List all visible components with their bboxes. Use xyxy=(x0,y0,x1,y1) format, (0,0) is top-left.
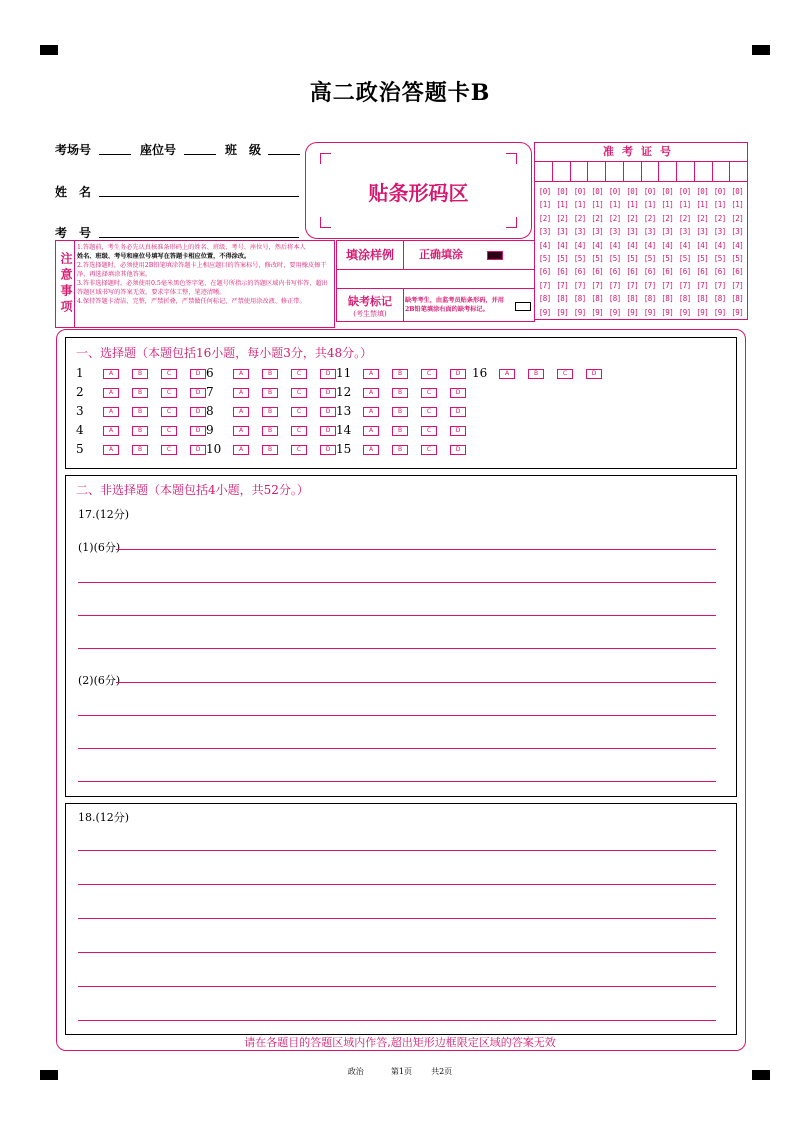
name-field[interactable] xyxy=(99,196,299,197)
option-bubble-d[interactable]: D xyxy=(450,388,466,398)
digit-bubble[interactable]: [2] xyxy=(643,213,656,223)
multiple-choice-section xyxy=(65,337,737,469)
digit-bubble[interactable]: [0] xyxy=(661,187,674,196)
seat-no-field[interactable] xyxy=(184,154,216,155)
digit-bubble[interactable]: [0] xyxy=(626,187,639,196)
digit-bubble[interactable]: [9] xyxy=(573,307,586,317)
digit-bubble[interactable]: [8] xyxy=(678,294,691,304)
registration-mark xyxy=(752,45,770,55)
question-number: 9 xyxy=(206,423,214,437)
option-bubble-c[interactable]: C xyxy=(291,445,307,455)
note-item: 3.答非选择题时，必须使用0.5毫米黑色签字笔，在题号所指示的答题区域内书写作答，超出答题区域书写的答案无效。要求字体工整，笔迹清晰。 xyxy=(77,280,328,296)
answer-line[interactable] xyxy=(116,682,716,683)
page-title: 高二政治答题卡B xyxy=(309,80,491,106)
digit-bubble[interactable]: [0] xyxy=(608,187,621,196)
digit-bubble[interactable]: [8] xyxy=(643,294,656,304)
digit-bubble[interactable]: [0] xyxy=(713,187,726,196)
option-bubble-a[interactable]: A xyxy=(233,388,249,398)
option-bubble-b[interactable]: B xyxy=(392,407,408,417)
question-number: 7 xyxy=(206,385,214,399)
option-bubble-d[interactable]: D xyxy=(320,388,336,398)
digit-bubble[interactable]: [3] xyxy=(713,227,726,237)
option-bubble-a[interactable]: A xyxy=(363,426,379,436)
digit-bubble[interactable]: [7] xyxy=(591,280,604,290)
option-bubble-a[interactable]: A xyxy=(103,426,119,436)
footer-page: 第1页 xyxy=(390,1067,412,1076)
option-bubble-a[interactable]: A xyxy=(363,445,379,455)
write-cell[interactable] xyxy=(659,161,677,181)
option-bubble-a[interactable]: A xyxy=(233,407,249,417)
option-bubble-b[interactable]: B xyxy=(262,445,278,455)
digit-bubble[interactable]: [8] xyxy=(573,294,586,304)
digit-bubble[interactable]: [5] xyxy=(731,253,744,263)
digit-row xyxy=(536,306,746,319)
option-bubble-b[interactable]: B xyxy=(132,388,148,398)
digit-bubble[interactable]: [3] xyxy=(608,227,621,237)
digit-bubble[interactable]: [3] xyxy=(696,227,709,237)
digit-bubble[interactable]: [5] xyxy=(643,253,656,263)
question-number: 3 xyxy=(76,404,84,418)
digit-bubble[interactable]: [2] xyxy=(678,213,691,223)
digit-bubble[interactable]: [0] xyxy=(591,187,604,196)
answer-line[interactable] xyxy=(78,884,716,885)
option-bubble-d[interactable]: D xyxy=(450,369,466,379)
digit-bubble[interactable]: [7] xyxy=(643,280,656,290)
option-bubble-d[interactable]: D xyxy=(190,369,206,379)
digit-bubble[interactable]: [6] xyxy=(626,267,639,277)
option-bubble-c[interactable]: C xyxy=(421,369,437,379)
fill-sample-row xyxy=(337,241,534,270)
digit-bubble[interactable]: [7] xyxy=(713,280,726,290)
question-number: 14 xyxy=(336,423,352,437)
question-number: 12 xyxy=(336,385,352,399)
section-title: 一、选择题（本题包括16小题，每小题3分，共48分。） xyxy=(76,346,373,360)
answer-line[interactable] xyxy=(78,986,716,987)
digit-bubble[interactable]: [9] xyxy=(538,307,551,317)
digit-bubble[interactable]: [9] xyxy=(626,307,639,317)
digit-bubble[interactable]: [5] xyxy=(661,253,674,263)
digit-bubble[interactable]: [7] xyxy=(556,280,569,290)
note-item: 1.答题前，考生务必先认真核准条形码上的姓名、班级、考号、座位号，然后将本人 xyxy=(77,244,306,251)
exam-room-field[interactable] xyxy=(99,154,131,155)
digit-bubble[interactable]: [2] xyxy=(591,213,604,223)
digit-bubble[interactable]: [8] xyxy=(608,294,621,304)
digit-bubble[interactable]: [0] xyxy=(573,187,586,196)
option-bubble-b[interactable]: B xyxy=(528,369,544,379)
digit-row xyxy=(536,225,746,238)
digit-bubble[interactable]: [9] xyxy=(696,307,709,317)
option-bubble-c[interactable]: C xyxy=(557,369,573,379)
option-bubble-a[interactable]: A xyxy=(103,369,119,379)
admission-write-cells xyxy=(535,161,747,182)
digit-bubble[interactable]: [3] xyxy=(556,227,569,237)
option-bubble-b[interactable]: B xyxy=(132,445,148,455)
option-bubble-d[interactable]: D xyxy=(190,426,206,436)
note-item-bold: 姓名、班级、考号和座位号填写在答题卡相应位置，不得涂改。 xyxy=(77,253,251,260)
digit-bubble[interactable]: [1] xyxy=(608,200,621,210)
option-bubble-c[interactable]: C xyxy=(291,369,307,379)
option-bubble-d[interactable]: D xyxy=(320,407,336,417)
id-label: 考 号 xyxy=(55,226,92,240)
digit-bubble[interactable]: [4] xyxy=(696,240,709,250)
digit-row xyxy=(536,212,746,225)
option-bubble-d[interactable]: D xyxy=(320,369,336,379)
digit-bubble[interactable]: [7] xyxy=(678,280,691,290)
write-cell[interactable] xyxy=(642,161,660,181)
barcode-label: 贴条形码区 xyxy=(368,181,469,205)
digit-bubble[interactable]: [1] xyxy=(713,200,726,210)
digit-bubble[interactable]: [5] xyxy=(713,253,726,263)
digit-bubble[interactable]: [1] xyxy=(696,200,709,210)
subquestion-label: (2)(6分) xyxy=(78,674,121,687)
digit-bubble[interactable]: [7] xyxy=(608,280,621,290)
notes-label xyxy=(56,241,75,327)
digit-bubble[interactable]: [1] xyxy=(573,200,586,210)
write-cell[interactable] xyxy=(624,161,642,181)
digit-bubble[interactable]: [6] xyxy=(556,267,569,277)
write-cell[interactable] xyxy=(730,161,747,181)
option-bubble-a[interactable]: A xyxy=(103,388,119,398)
fill-sample-box xyxy=(336,240,535,322)
digit-bubble[interactable]: [7] xyxy=(661,280,674,290)
digit-bubble[interactable]: [5] xyxy=(591,253,604,263)
digit-bubble[interactable]: [9] xyxy=(608,307,621,317)
digit-bubble[interactable]: [8] xyxy=(731,294,744,304)
digit-bubble[interactable]: [3] xyxy=(661,227,674,237)
digit-bubble[interactable]: [0] xyxy=(538,187,551,196)
option-bubble-a[interactable]: A xyxy=(103,445,119,455)
digit-bubble[interactable]: [0] xyxy=(731,187,744,196)
digit-bubble[interactable]: [8] xyxy=(661,294,674,304)
note-item: 4.保持答题卡清洁、完整，严禁折叠，严禁做任何标记，严禁使用涂改液、修正带。 xyxy=(77,298,306,305)
digit-row xyxy=(536,239,746,252)
filled-bubble-example xyxy=(487,251,503,260)
digit-bubble[interactable]: [7] xyxy=(696,280,709,290)
question-label: 18.(12分) xyxy=(78,811,130,824)
digit-bubble[interactable]: [9] xyxy=(643,307,656,317)
option-bubble-d[interactable]: D xyxy=(450,407,466,417)
answer-line[interactable] xyxy=(116,549,716,550)
absent-instructions: 缺考考生，由监考员贴条形码，并用2B铅笔填涂右面的缺考标记。 xyxy=(405,297,504,313)
option-bubble-d[interactable]: D xyxy=(190,445,206,455)
question-number: 15 xyxy=(336,442,352,456)
digit-bubble[interactable]: [1] xyxy=(626,200,639,210)
digit-bubble[interactable]: [4] xyxy=(608,240,621,250)
digit-bubble[interactable]: [1] xyxy=(678,200,691,210)
digit-bubble[interactable]: [6] xyxy=(573,267,586,277)
digit-bubble[interactable]: [7] xyxy=(573,280,586,290)
digit-bubble[interactable]: [4] xyxy=(731,240,744,250)
digit-bubble[interactable]: [3] xyxy=(573,227,586,237)
exam-room-label: 考场号 xyxy=(55,143,92,157)
digit-bubble[interactable]: [3] xyxy=(591,227,604,237)
option-bubble-d[interactable]: D xyxy=(450,445,466,455)
question-number: 2 xyxy=(76,385,84,399)
answer-line[interactable] xyxy=(78,781,716,782)
digit-bubble[interactable]: [9] xyxy=(591,307,604,317)
question-number: 13 xyxy=(336,404,352,418)
answer-line[interactable] xyxy=(78,952,716,953)
q18-section xyxy=(65,803,737,1035)
digit-bubble[interactable]: [4] xyxy=(643,240,656,250)
option-bubble-b[interactable]: B xyxy=(392,445,408,455)
option-bubble-d[interactable]: D xyxy=(190,388,206,398)
digit-bubble[interactable]: [5] xyxy=(556,253,569,263)
option-bubble-a[interactable]: A xyxy=(233,445,249,455)
digit-bubble[interactable]: [0] xyxy=(556,187,569,196)
option-bubble-b[interactable]: B xyxy=(132,426,148,436)
option-bubble-a[interactable]: A xyxy=(233,369,249,379)
option-bubble-b[interactable]: B xyxy=(262,369,278,379)
question-number: 1 xyxy=(76,366,84,380)
option-bubble-a[interactable]: A xyxy=(233,426,249,436)
page-footer xyxy=(0,1066,800,1077)
notes-label-text: 注意事项 xyxy=(59,252,73,316)
digit-bubble[interactable]: [2] xyxy=(731,213,744,223)
digit-bubble[interactable]: [5] xyxy=(608,253,621,263)
option-bubble-c[interactable]: C xyxy=(421,407,437,417)
notes-box xyxy=(55,240,335,328)
barcode-area xyxy=(305,142,532,239)
digit-bubble[interactable]: [1] xyxy=(556,200,569,210)
digit-row xyxy=(536,198,746,211)
correct-fill-label: 正确填涂 xyxy=(419,248,463,261)
subquestion-label: (1)(6分) xyxy=(78,541,121,554)
question-number: 4 xyxy=(76,423,84,437)
digit-bubble[interactable]: [7] xyxy=(731,280,744,290)
digit-bubble[interactable]: [6] xyxy=(591,267,604,277)
option-bubble-d[interactable]: D xyxy=(450,426,466,436)
option-bubble-c[interactable]: C xyxy=(421,388,437,398)
digit-bubble[interactable]: [2] xyxy=(556,213,569,223)
digit-bubble[interactable]: [4] xyxy=(556,240,569,250)
question-number: 11 xyxy=(336,366,352,380)
class-field[interactable] xyxy=(268,154,300,155)
answer-line[interactable] xyxy=(78,615,716,616)
digit-bubble[interactable]: [2] xyxy=(713,213,726,223)
digit-bubble-grid xyxy=(536,185,746,319)
option-bubble-b[interactable]: B xyxy=(262,388,278,398)
digit-bubble[interactable]: [4] xyxy=(678,240,691,250)
option-bubble-c[interactable]: C xyxy=(291,426,307,436)
absent-checkbox[interactable] xyxy=(515,302,531,311)
digit-bubble[interactable]: [2] xyxy=(626,213,639,223)
digit-bubble[interactable]: [1] xyxy=(731,200,744,210)
digit-bubble[interactable]: [4] xyxy=(538,240,551,250)
digit-bubble[interactable]: [5] xyxy=(538,253,551,263)
digit-bubble[interactable]: [8] xyxy=(591,294,604,304)
answer-line[interactable] xyxy=(78,648,716,649)
answer-line[interactable] xyxy=(78,748,716,749)
digit-bubble[interactable]: [2] xyxy=(573,213,586,223)
answer-line[interactable] xyxy=(78,582,716,583)
question-label: 17.(12分) xyxy=(78,508,130,521)
id-field[interactable] xyxy=(99,237,299,238)
admission-number-box xyxy=(534,142,748,320)
option-bubble-a[interactable]: A xyxy=(103,407,119,417)
digit-bubble[interactable]: [0] xyxy=(643,187,656,196)
option-bubble-a[interactable]: A xyxy=(499,369,515,379)
corner-bracket xyxy=(506,153,517,164)
digit-bubble[interactable]: [5] xyxy=(678,253,691,263)
digit-bubble[interactable]: [8] xyxy=(713,294,726,304)
option-bubble-a[interactable]: A xyxy=(363,369,379,379)
write-cell[interactable] xyxy=(553,161,571,181)
digit-bubble[interactable]: [6] xyxy=(678,267,691,277)
digit-bubble[interactable]: [6] xyxy=(538,267,551,277)
name-label: 姓 名 xyxy=(55,185,92,199)
question-number: 16 xyxy=(472,366,488,380)
digit-bubble[interactable]: [6] xyxy=(731,267,744,277)
digit-bubble[interactable]: [9] xyxy=(713,307,726,317)
note-item: 2.答选择题时，必须使用2B铅笔填涂答题卡上相应题目的答案标号，修改时，要用橡皮擦干净，再选择填涂其他答案。 xyxy=(77,262,327,278)
absent-row xyxy=(337,288,534,322)
corner-bracket xyxy=(320,217,331,228)
digit-bubble[interactable]: [4] xyxy=(713,240,726,250)
digit-bubble[interactable]: [6] xyxy=(713,267,726,277)
digit-bubble[interactable]: [8] xyxy=(538,294,551,304)
digit-bubble[interactable]: [9] xyxy=(556,307,569,317)
digit-bubble[interactable]: [3] xyxy=(626,227,639,237)
option-bubble-c[interactable]: C xyxy=(291,388,307,398)
fill-sample-label: 填涂样例 xyxy=(337,241,404,269)
digit-bubble[interactable]: [4] xyxy=(626,240,639,250)
section-title: 二、非选择题（本题包括4小题，共52分。） xyxy=(76,483,309,497)
digit-bubble[interactable]: [6] xyxy=(696,267,709,277)
option-bubble-c[interactable]: C xyxy=(291,407,307,417)
absent-label: 缺考标记 xyxy=(348,295,392,308)
option-bubble-b[interactable]: B xyxy=(132,369,148,379)
digit-bubble[interactable]: [2] xyxy=(608,213,621,223)
digit-bubble[interactable]: [0] xyxy=(696,187,709,196)
option-bubble-d[interactable]: D xyxy=(320,426,336,436)
digit-bubble[interactable]: [3] xyxy=(538,227,551,237)
option-bubble-c[interactable]: C xyxy=(421,445,437,455)
answer-line[interactable] xyxy=(78,1020,716,1021)
corner-bracket xyxy=(506,217,517,228)
option-bubble-d[interactable]: D xyxy=(190,407,206,417)
digit-row xyxy=(536,185,746,198)
absent-label-cell xyxy=(337,289,404,322)
absent-sublabel: (考生禁填) xyxy=(353,310,387,318)
digit-bubble[interactable]: [8] xyxy=(556,294,569,304)
digit-bubble[interactable]: [7] xyxy=(538,280,551,290)
corner-bracket xyxy=(320,153,331,164)
digit-bubble[interactable]: [4] xyxy=(573,240,586,250)
digit-bubble[interactable]: [1] xyxy=(538,200,551,210)
seat-no-label: 座位号 xyxy=(140,143,177,157)
write-cell[interactable] xyxy=(695,161,713,181)
digit-bubble[interactable]: [0] xyxy=(678,187,691,196)
digit-bubble[interactable]: [3] xyxy=(731,227,744,237)
option-bubble-b[interactable]: B xyxy=(262,407,278,417)
digit-bubble[interactable]: [2] xyxy=(661,213,674,223)
answer-line[interactable] xyxy=(78,850,716,851)
digit-bubble[interactable]: [6] xyxy=(643,267,656,277)
question-number: 10 xyxy=(206,442,222,456)
option-bubble-b[interactable]: B xyxy=(392,426,408,436)
registration-mark xyxy=(40,45,58,55)
option-bubble-b[interactable]: B xyxy=(392,388,408,398)
option-bubble-c[interactable]: C xyxy=(161,369,177,379)
digit-bubble[interactable]: [9] xyxy=(661,307,674,317)
digit-bubble[interactable]: [5] xyxy=(626,253,639,263)
digit-bubble[interactable]: [6] xyxy=(661,267,674,277)
digit-bubble[interactable]: [9] xyxy=(678,307,691,317)
digit-bubble[interactable]: [2] xyxy=(696,213,709,223)
write-cell[interactable] xyxy=(606,161,624,181)
digit-bubble[interactable]: [8] xyxy=(696,294,709,304)
digit-bubble[interactable]: [1] xyxy=(591,200,604,210)
option-bubble-b[interactable]: B xyxy=(392,369,408,379)
option-bubble-a[interactable]: A xyxy=(363,407,379,417)
option-bubble-c[interactable]: C xyxy=(161,445,177,455)
write-cell[interactable] xyxy=(535,161,553,181)
write-cell[interactable] xyxy=(571,161,589,181)
digit-bubble[interactable]: [9] xyxy=(731,307,744,317)
write-cell[interactable] xyxy=(713,161,731,181)
question-number: 5 xyxy=(76,442,84,456)
digit-bubble[interactable]: [7] xyxy=(626,280,639,290)
digit-bubble[interactable]: [5] xyxy=(573,253,586,263)
answer-line[interactable] xyxy=(78,918,716,919)
admission-title: 准考证号 xyxy=(535,143,747,162)
option-bubble-c[interactable]: C xyxy=(161,388,177,398)
q17-section xyxy=(65,475,737,797)
digit-bubble[interactable]: [3] xyxy=(643,227,656,237)
option-bubble-a[interactable]: A xyxy=(363,388,379,398)
digit-bubble[interactable]: [8] xyxy=(626,294,639,304)
option-bubble-b[interactable]: B xyxy=(132,407,148,417)
answer-area-warning: 请在各题目的答题区域内作答,超出矩形边框限定区域的答案无效 xyxy=(244,1036,556,1049)
footer-subject: 政治 xyxy=(347,1067,364,1076)
digit-row xyxy=(536,279,746,292)
write-cell[interactable] xyxy=(588,161,606,181)
question-number: 8 xyxy=(206,404,214,418)
digit-row xyxy=(536,292,746,305)
option-bubble-d[interactable]: D xyxy=(586,369,602,379)
class-label: 班 级 xyxy=(225,143,262,157)
question-number: 6 xyxy=(206,366,214,380)
option-bubble-b[interactable]: B xyxy=(262,426,278,436)
digit-bubble[interactable]: [4] xyxy=(591,240,604,250)
digit-bubble[interactable]: [1] xyxy=(661,200,674,210)
option-bubble-c[interactable]: C xyxy=(161,407,177,417)
digit-bubble[interactable]: [6] xyxy=(608,267,621,277)
footer-total: 共2页 xyxy=(431,1067,453,1076)
digit-bubble[interactable]: [3] xyxy=(678,227,691,237)
notes-body xyxy=(77,243,332,306)
digit-row xyxy=(536,265,746,278)
digit-row xyxy=(536,252,746,265)
digit-bubble[interactable]: [2] xyxy=(538,213,551,223)
digit-bubble[interactable]: [5] xyxy=(696,253,709,263)
digit-bubble[interactable]: [4] xyxy=(661,240,674,250)
option-bubble-c[interactable]: C xyxy=(161,426,177,436)
option-bubble-d[interactable]: D xyxy=(320,445,336,455)
digit-bubble[interactable]: [1] xyxy=(643,200,656,210)
option-bubble-c[interactable]: C xyxy=(421,426,437,436)
answer-line[interactable] xyxy=(78,715,716,716)
write-cell[interactable] xyxy=(677,161,695,181)
